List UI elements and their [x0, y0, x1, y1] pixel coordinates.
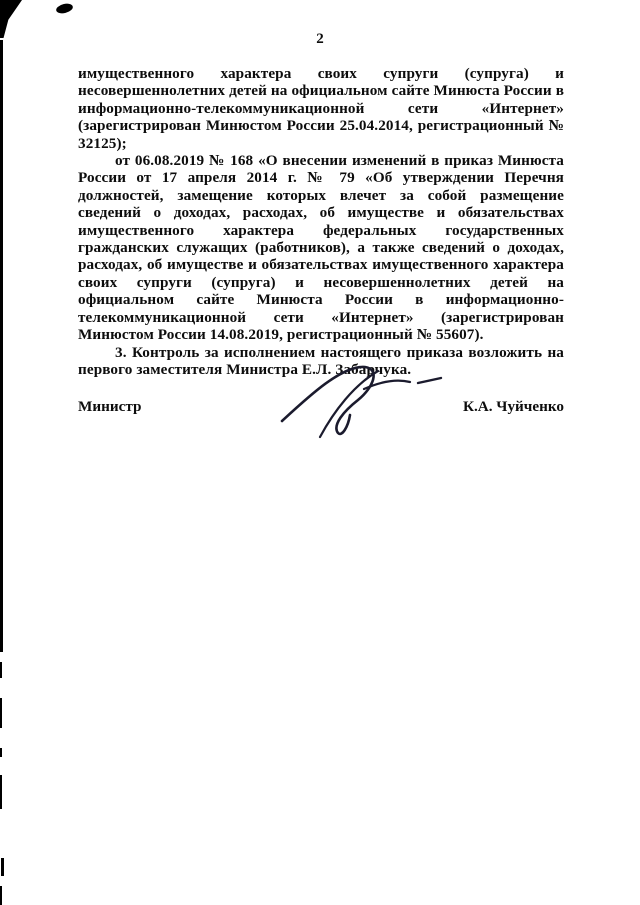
scan-artifact-tick [0, 748, 2, 757]
paragraph-order-item: от 06.08.2019 № 168 «О внесении изменений в приказ Минюста России от 17 апреля 2014 г. № 79 «Об утверждении Перечня должностей, замещение которых влечет за собой размещение сведений о доходах, расходах, об имуществе и обязательствах имущественного характера федеральных государственных гражданских служащих (работников), а также сведений о доходах, расходах, об имуществе и обязательствах имущественного характера своих супруги (супруга) и несовершеннолетних детей на официальном сайте Минюста России в информационно-телекоммуникационной сети «Интернет» (зарегистрирован Минюстом России 14.08.2019, регистрационный № 55607). [78, 152, 564, 344]
signer-name: К.А. Чуйченко [462, 398, 564, 415]
scan-artifact-tick [0, 886, 2, 905]
scan-artifact-tick [0, 775, 2, 809]
page-number: 2 [316, 31, 324, 47]
scan-artifact-top-smudge [55, 2, 74, 15]
document-body [78, 65, 564, 378]
scan-artifact-left-line [0, 40, 3, 652]
scan-artifact-tick [0, 698, 2, 728]
signer-title: Министр [78, 398, 142, 415]
signature-scribble [268, 355, 453, 440]
scan-artifact-tick [1, 858, 4, 876]
paragraph-control-clause: 3. Контроль за исполнением настоящего приказа возложить на первого заместителя Министра Е.Л. Забарчука. [78, 343, 564, 378]
scan-artifact-tick [0, 662, 2, 678]
paragraph-continuation: имущественного характера своих супруги (супруга) и несовершеннолетних детей на официальном сайте Минюста России в информационно-телекоммуникационной сети «Интернет» (зарегистрирован Минюстом России 25.04.2014, регистрационный № 32125); [78, 65, 564, 152]
